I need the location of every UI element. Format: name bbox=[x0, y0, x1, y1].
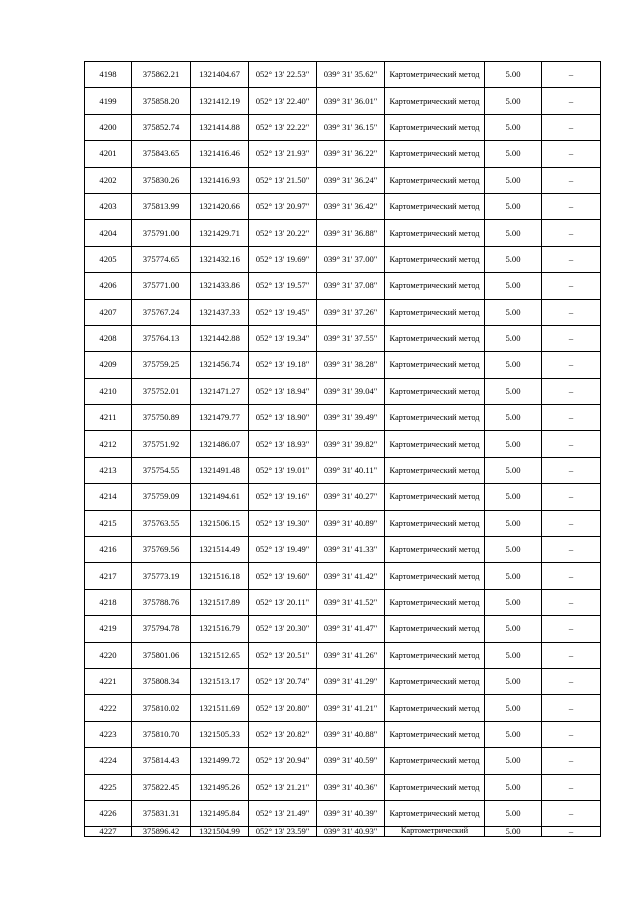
method-cell: Картометрический метод bbox=[385, 114, 485, 140]
longitude-cell: 039° 31' 41.33" bbox=[317, 537, 385, 563]
table-row bbox=[85, 88, 601, 114]
longitude-cell: 039° 31' 40.89" bbox=[317, 510, 385, 536]
point-number-cell: 4214 bbox=[85, 484, 132, 510]
y-coordinate-cell: 1321499.72 bbox=[191, 748, 249, 774]
note-cell: – bbox=[542, 695, 601, 721]
method-cell: Картометрический bbox=[385, 827, 485, 837]
y-coordinate-cell: 1321429.71 bbox=[191, 220, 249, 246]
table-row bbox=[85, 484, 601, 510]
table-row bbox=[85, 378, 601, 404]
latitude-cell: 052° 13' 18.90" bbox=[249, 405, 317, 431]
y-coordinate-cell: 1321506.15 bbox=[191, 510, 249, 536]
x-coordinate-cell: 375852.74 bbox=[132, 114, 191, 140]
y-coordinate-cell: 1321516.79 bbox=[191, 616, 249, 642]
x-coordinate-cell: 375843.65 bbox=[132, 141, 191, 167]
table-row bbox=[85, 510, 601, 536]
longitude-cell: 039° 31' 37.08" bbox=[317, 273, 385, 299]
method-cell: Картометрический метод bbox=[385, 273, 485, 299]
table-row bbox=[85, 800, 601, 826]
table-row bbox=[85, 774, 601, 800]
latitude-cell: 052° 13' 21.93" bbox=[249, 141, 317, 167]
accuracy-cell: 5.00 bbox=[485, 616, 542, 642]
note-cell: – bbox=[542, 510, 601, 536]
table-row bbox=[85, 273, 601, 299]
method-cell: Картометрический метод bbox=[385, 563, 485, 589]
latitude-cell: 052° 13' 22.40" bbox=[249, 88, 317, 114]
latitude-cell: 052° 13' 19.45" bbox=[249, 299, 317, 325]
table-row bbox=[85, 141, 601, 167]
method-cell: Картометрический метод bbox=[385, 616, 485, 642]
method-cell: Картометрический метод bbox=[385, 220, 485, 246]
accuracy-cell: 5.00 bbox=[485, 62, 542, 88]
x-coordinate-cell: 375763.55 bbox=[132, 510, 191, 536]
y-coordinate-cell: 1321404.67 bbox=[191, 62, 249, 88]
point-number-cell: 4222 bbox=[85, 695, 132, 721]
accuracy-cell: 5.00 bbox=[485, 325, 542, 351]
table-row bbox=[85, 642, 601, 668]
method-cell: Картометрический метод bbox=[385, 695, 485, 721]
point-number-cell: 4203 bbox=[85, 193, 132, 219]
y-coordinate-cell: 1321414.88 bbox=[191, 114, 249, 140]
x-coordinate-cell: 375831.31 bbox=[132, 800, 191, 826]
point-number-cell: 4209 bbox=[85, 352, 132, 378]
x-coordinate-cell: 375754.55 bbox=[132, 457, 191, 483]
accuracy-cell: 5.00 bbox=[485, 114, 542, 140]
method-cell: Картометрический метод bbox=[385, 141, 485, 167]
point-number-cell: 4207 bbox=[85, 299, 132, 325]
note-cell: – bbox=[542, 167, 601, 193]
method-cell: Картометрический метод bbox=[385, 800, 485, 826]
method-cell: Картометрический метод bbox=[385, 352, 485, 378]
x-coordinate-cell: 375896.42 bbox=[132, 827, 191, 837]
note-cell: – bbox=[542, 774, 601, 800]
table-row bbox=[85, 246, 601, 272]
x-coordinate-cell: 375808.34 bbox=[132, 668, 191, 694]
x-coordinate-cell: 375774.65 bbox=[132, 246, 191, 272]
note-cell: – bbox=[542, 62, 601, 88]
method-cell: Картометрический метод bbox=[385, 167, 485, 193]
note-cell: – bbox=[542, 642, 601, 668]
accuracy-cell: 5.00 bbox=[485, 668, 542, 694]
longitude-cell: 039° 31' 36.15" bbox=[317, 114, 385, 140]
note-cell: – bbox=[542, 589, 601, 615]
y-coordinate-cell: 1321479.77 bbox=[191, 405, 249, 431]
x-coordinate-cell: 375788.76 bbox=[132, 589, 191, 615]
longitude-cell: 039° 31' 38.28" bbox=[317, 352, 385, 378]
x-coordinate-cell: 375801.06 bbox=[132, 642, 191, 668]
accuracy-cell: 5.00 bbox=[485, 193, 542, 219]
latitude-cell: 052° 13' 20.22" bbox=[249, 220, 317, 246]
note-cell: – bbox=[542, 378, 601, 404]
x-coordinate-cell: 375764.13 bbox=[132, 325, 191, 351]
point-number-cell: 4208 bbox=[85, 325, 132, 351]
accuracy-cell: 5.00 bbox=[485, 484, 542, 510]
latitude-cell: 052° 13' 20.11" bbox=[249, 589, 317, 615]
point-number-cell: 4226 bbox=[85, 800, 132, 826]
note-cell: – bbox=[542, 484, 601, 510]
longitude-cell: 039° 31' 41.52" bbox=[317, 589, 385, 615]
note-cell: – bbox=[542, 220, 601, 246]
x-coordinate-cell: 375862.21 bbox=[132, 62, 191, 88]
note-cell: – bbox=[542, 431, 601, 457]
accuracy-cell: 5.00 bbox=[485, 273, 542, 299]
longitude-cell: 039° 31' 40.36" bbox=[317, 774, 385, 800]
x-coordinate-cell: 375751.92 bbox=[132, 431, 191, 457]
table-row bbox=[85, 748, 601, 774]
y-coordinate-cell: 1321495.84 bbox=[191, 800, 249, 826]
point-number-cell: 4225 bbox=[85, 774, 132, 800]
note-cell: – bbox=[542, 721, 601, 747]
point-number-cell: 4219 bbox=[85, 616, 132, 642]
point-number-cell: 4200 bbox=[85, 114, 132, 140]
longitude-cell: 039° 31' 36.88" bbox=[317, 220, 385, 246]
latitude-cell: 052° 13' 19.60" bbox=[249, 563, 317, 589]
table-row bbox=[85, 405, 601, 431]
accuracy-cell: 5.00 bbox=[485, 589, 542, 615]
point-number-cell: 4204 bbox=[85, 220, 132, 246]
point-number-cell: 4213 bbox=[85, 457, 132, 483]
method-cell: Картометрический метод bbox=[385, 246, 485, 272]
accuracy-cell: 5.00 bbox=[485, 431, 542, 457]
longitude-cell: 039° 31' 40.27" bbox=[317, 484, 385, 510]
table-row bbox=[85, 695, 601, 721]
accuracy-cell: 5.00 bbox=[485, 457, 542, 483]
x-coordinate-cell: 375752.01 bbox=[132, 378, 191, 404]
y-coordinate-cell: 1321514.49 bbox=[191, 537, 249, 563]
x-coordinate-cell: 375830.26 bbox=[132, 167, 191, 193]
latitude-cell: 052° 13' 19.01" bbox=[249, 457, 317, 483]
longitude-cell: 039° 31' 36.24" bbox=[317, 167, 385, 193]
latitude-cell: 052° 13' 20.94" bbox=[249, 748, 317, 774]
y-coordinate-cell: 1321513.17 bbox=[191, 668, 249, 694]
y-coordinate-cell: 1321512.65 bbox=[191, 642, 249, 668]
latitude-cell: 052° 13' 21.50" bbox=[249, 167, 317, 193]
table-row bbox=[85, 721, 601, 747]
table-row bbox=[85, 299, 601, 325]
accuracy-cell: 5.00 bbox=[485, 141, 542, 167]
point-number-cell: 4216 bbox=[85, 537, 132, 563]
accuracy-cell: 5.00 bbox=[485, 88, 542, 114]
point-number-cell: 4221 bbox=[85, 668, 132, 694]
latitude-cell: 052° 13' 20.74" bbox=[249, 668, 317, 694]
x-coordinate-cell: 375791.00 bbox=[132, 220, 191, 246]
y-coordinate-cell: 1321442.88 bbox=[191, 325, 249, 351]
y-coordinate-cell: 1321505.33 bbox=[191, 721, 249, 747]
method-cell: Картометрический метод bbox=[385, 721, 485, 747]
y-coordinate-cell: 1321412.19 bbox=[191, 88, 249, 114]
latitude-cell: 052° 13' 21.49" bbox=[249, 800, 317, 826]
method-cell: Картометрический метод bbox=[385, 431, 485, 457]
y-coordinate-cell: 1321511.69 bbox=[191, 695, 249, 721]
latitude-cell: 052° 13' 20.97" bbox=[249, 193, 317, 219]
table-row bbox=[85, 827, 601, 837]
y-coordinate-cell: 1321420.66 bbox=[191, 193, 249, 219]
table-row bbox=[85, 193, 601, 219]
y-coordinate-cell: 1321432.16 bbox=[191, 246, 249, 272]
accuracy-cell: 5.00 bbox=[485, 721, 542, 747]
longitude-cell: 039° 31' 41.42" bbox=[317, 563, 385, 589]
y-coordinate-cell: 1321486.07 bbox=[191, 431, 249, 457]
latitude-cell: 052° 13' 20.80" bbox=[249, 695, 317, 721]
accuracy-cell: 5.00 bbox=[485, 827, 542, 837]
y-coordinate-cell: 1321494.61 bbox=[191, 484, 249, 510]
y-coordinate-cell: 1321495.26 bbox=[191, 774, 249, 800]
note-cell: – bbox=[542, 114, 601, 140]
method-cell: Картометрический метод bbox=[385, 484, 485, 510]
method-cell: Картометрический метод bbox=[385, 774, 485, 800]
accuracy-cell: 5.00 bbox=[485, 405, 542, 431]
table-row bbox=[85, 431, 601, 457]
longitude-cell: 039° 31' 40.88" bbox=[317, 721, 385, 747]
x-coordinate-cell: 375750.89 bbox=[132, 405, 191, 431]
x-coordinate-cell: 375822.45 bbox=[132, 774, 191, 800]
longitude-cell: 039° 31' 40.93" bbox=[317, 827, 385, 837]
method-cell: Картометрический метод bbox=[385, 457, 485, 483]
note-cell: – bbox=[542, 299, 601, 325]
latitude-cell: 052° 13' 20.82" bbox=[249, 721, 317, 747]
longitude-cell: 039° 31' 39.49" bbox=[317, 405, 385, 431]
note-cell: – bbox=[542, 537, 601, 563]
latitude-cell: 052° 13' 19.34" bbox=[249, 325, 317, 351]
accuracy-cell: 5.00 bbox=[485, 167, 542, 193]
longitude-cell: 039° 31' 37.00" bbox=[317, 246, 385, 272]
note-cell: – bbox=[542, 88, 601, 114]
point-number-cell: 4210 bbox=[85, 378, 132, 404]
x-coordinate-cell: 375767.24 bbox=[132, 299, 191, 325]
accuracy-cell: 5.00 bbox=[485, 352, 542, 378]
method-cell: Картометрический метод bbox=[385, 88, 485, 114]
table-row bbox=[85, 114, 601, 140]
method-cell: Картометрический метод bbox=[385, 748, 485, 774]
point-number-cell: 4227 bbox=[85, 827, 132, 837]
point-number-cell: 4218 bbox=[85, 589, 132, 615]
point-number-cell: 4201 bbox=[85, 141, 132, 167]
latitude-cell: 052° 13' 18.93" bbox=[249, 431, 317, 457]
note-cell: – bbox=[542, 325, 601, 351]
y-coordinate-cell: 1321504.99 bbox=[191, 827, 249, 837]
note-cell: – bbox=[542, 668, 601, 694]
accuracy-cell: 5.00 bbox=[485, 378, 542, 404]
method-cell: Картометрический метод bbox=[385, 378, 485, 404]
longitude-cell: 039° 31' 35.62" bbox=[317, 62, 385, 88]
method-cell: Картометрический метод bbox=[385, 589, 485, 615]
note-cell: – bbox=[542, 748, 601, 774]
point-number-cell: 4205 bbox=[85, 246, 132, 272]
method-cell: Картометрический метод bbox=[385, 537, 485, 563]
y-coordinate-cell: 1321491.48 bbox=[191, 457, 249, 483]
x-coordinate-cell: 375773.19 bbox=[132, 563, 191, 589]
coordinates-table bbox=[84, 61, 601, 837]
latitude-cell: 052° 13' 23.59" bbox=[249, 827, 317, 837]
method-cell: Картометрический метод bbox=[385, 325, 485, 351]
accuracy-cell: 5.00 bbox=[485, 642, 542, 668]
y-coordinate-cell: 1321517.89 bbox=[191, 589, 249, 615]
method-cell: Картометрический метод bbox=[385, 193, 485, 219]
latitude-cell: 052° 13' 19.18" bbox=[249, 352, 317, 378]
accuracy-cell: 5.00 bbox=[485, 510, 542, 536]
y-coordinate-cell: 1321516.18 bbox=[191, 563, 249, 589]
note-cell: – bbox=[542, 563, 601, 589]
latitude-cell: 052° 13' 22.22" bbox=[249, 114, 317, 140]
table-row bbox=[85, 167, 601, 193]
x-coordinate-cell: 375858.20 bbox=[132, 88, 191, 114]
table-row bbox=[85, 668, 601, 694]
longitude-cell: 039° 31' 41.21" bbox=[317, 695, 385, 721]
method-cell: Картометрический метод bbox=[385, 405, 485, 431]
longitude-cell: 039° 31' 37.55" bbox=[317, 325, 385, 351]
latitude-cell: 052° 13' 18.94" bbox=[249, 378, 317, 404]
x-coordinate-cell: 375814.43 bbox=[132, 748, 191, 774]
method-cell: Картометрический метод bbox=[385, 668, 485, 694]
point-number-cell: 4215 bbox=[85, 510, 132, 536]
longitude-cell: 039° 31' 36.01" bbox=[317, 88, 385, 114]
coordinates-table-body bbox=[85, 62, 601, 837]
latitude-cell: 052° 13' 19.49" bbox=[249, 537, 317, 563]
table-row bbox=[85, 220, 601, 246]
x-coordinate-cell: 375810.70 bbox=[132, 721, 191, 747]
accuracy-cell: 5.00 bbox=[485, 800, 542, 826]
x-coordinate-cell: 375810.02 bbox=[132, 695, 191, 721]
y-coordinate-cell: 1321437.33 bbox=[191, 299, 249, 325]
table-row bbox=[85, 616, 601, 642]
point-number-cell: 4223 bbox=[85, 721, 132, 747]
note-cell: – bbox=[542, 273, 601, 299]
point-number-cell: 4198 bbox=[85, 62, 132, 88]
note-cell: – bbox=[542, 193, 601, 219]
note-cell: – bbox=[542, 616, 601, 642]
table-row bbox=[85, 537, 601, 563]
table-row bbox=[85, 325, 601, 351]
note-cell: – bbox=[542, 405, 601, 431]
method-cell: Картометрический метод bbox=[385, 62, 485, 88]
y-coordinate-cell: 1321456.74 bbox=[191, 352, 249, 378]
point-number-cell: 4211 bbox=[85, 405, 132, 431]
longitude-cell: 039° 31' 36.42" bbox=[317, 193, 385, 219]
latitude-cell: 052° 13' 19.16" bbox=[249, 484, 317, 510]
point-number-cell: 4199 bbox=[85, 88, 132, 114]
accuracy-cell: 5.00 bbox=[485, 748, 542, 774]
longitude-cell: 039° 31' 41.26" bbox=[317, 642, 385, 668]
document-page bbox=[84, 61, 600, 837]
x-coordinate-cell: 375759.25 bbox=[132, 352, 191, 378]
x-coordinate-cell: 375794.78 bbox=[132, 616, 191, 642]
method-cell: Картометрический метод bbox=[385, 642, 485, 668]
latitude-cell: 052° 13' 20.51" bbox=[249, 642, 317, 668]
point-number-cell: 4217 bbox=[85, 563, 132, 589]
latitude-cell: 052° 13' 19.69" bbox=[249, 246, 317, 272]
longitude-cell: 039° 31' 39.82" bbox=[317, 431, 385, 457]
x-coordinate-cell: 375771.00 bbox=[132, 273, 191, 299]
longitude-cell: 039° 31' 40.11" bbox=[317, 457, 385, 483]
x-coordinate-cell: 375769.56 bbox=[132, 537, 191, 563]
x-coordinate-cell: 375759.09 bbox=[132, 484, 191, 510]
method-cell: Картометрический метод bbox=[385, 299, 485, 325]
longitude-cell: 039° 31' 40.59" bbox=[317, 748, 385, 774]
longitude-cell: 039° 31' 41.29" bbox=[317, 668, 385, 694]
accuracy-cell: 5.00 bbox=[485, 220, 542, 246]
y-coordinate-cell: 1321416.93 bbox=[191, 167, 249, 193]
latitude-cell: 052° 13' 20.30" bbox=[249, 616, 317, 642]
latitude-cell: 052° 13' 19.57" bbox=[249, 273, 317, 299]
longitude-cell: 039° 31' 41.47" bbox=[317, 616, 385, 642]
point-number-cell: 4224 bbox=[85, 748, 132, 774]
table-row bbox=[85, 457, 601, 483]
table-row bbox=[85, 563, 601, 589]
note-cell: – bbox=[542, 246, 601, 272]
point-number-cell: 4206 bbox=[85, 273, 132, 299]
x-coordinate-cell: 375813.99 bbox=[132, 193, 191, 219]
table-row bbox=[85, 589, 601, 615]
point-number-cell: 4202 bbox=[85, 167, 132, 193]
point-number-cell: 4220 bbox=[85, 642, 132, 668]
latitude-cell: 052° 13' 22.53" bbox=[249, 62, 317, 88]
note-cell: – bbox=[542, 827, 601, 837]
point-number-cell: 4212 bbox=[85, 431, 132, 457]
accuracy-cell: 5.00 bbox=[485, 246, 542, 272]
latitude-cell: 052° 13' 19.30" bbox=[249, 510, 317, 536]
note-cell: – bbox=[542, 800, 601, 826]
latitude-cell: 052° 13' 21.21" bbox=[249, 774, 317, 800]
method-cell: Картометрический метод bbox=[385, 510, 485, 536]
y-coordinate-cell: 1321416.46 bbox=[191, 141, 249, 167]
accuracy-cell: 5.00 bbox=[485, 774, 542, 800]
note-cell: – bbox=[542, 457, 601, 483]
longitude-cell: 039° 31' 36.22" bbox=[317, 141, 385, 167]
longitude-cell: 039° 31' 37.26" bbox=[317, 299, 385, 325]
table-row bbox=[85, 62, 601, 88]
accuracy-cell: 5.00 bbox=[485, 299, 542, 325]
accuracy-cell: 5.00 bbox=[485, 537, 542, 563]
accuracy-cell: 5.00 bbox=[485, 695, 542, 721]
longitude-cell: 039° 31' 39.04" bbox=[317, 378, 385, 404]
note-cell: – bbox=[542, 352, 601, 378]
longitude-cell: 039° 31' 40.39" bbox=[317, 800, 385, 826]
table-row bbox=[85, 352, 601, 378]
note-cell: – bbox=[542, 141, 601, 167]
y-coordinate-cell: 1321433.86 bbox=[191, 273, 249, 299]
accuracy-cell: 5.00 bbox=[485, 563, 542, 589]
y-coordinate-cell: 1321471.27 bbox=[191, 378, 249, 404]
